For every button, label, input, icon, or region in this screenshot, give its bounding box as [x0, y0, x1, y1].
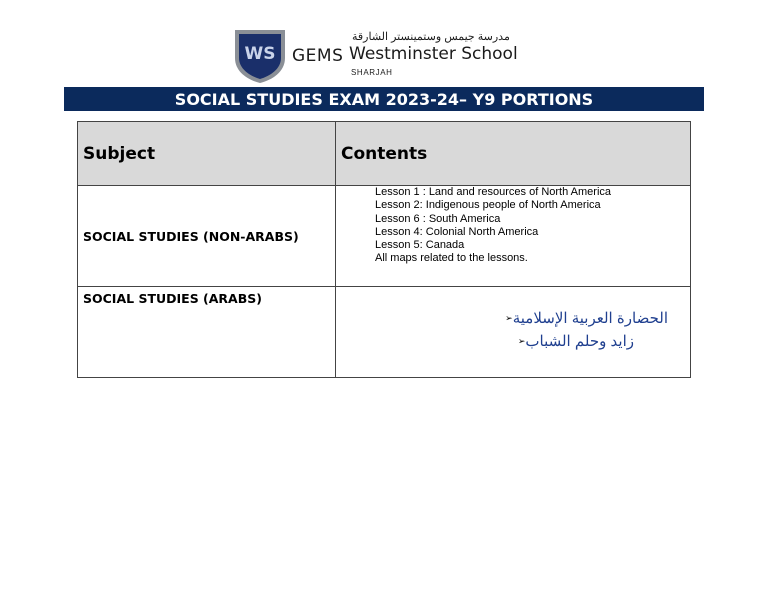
list-item: Lesson 4: Colonial North America: [375, 225, 539, 238]
school-city: SHARJAH: [351, 68, 393, 77]
brand-name: GEMS: [292, 46, 344, 66]
header-subject: Subject: [78, 122, 336, 186]
subject-cell: SOCIAL STUDIES (ARABS): [78, 287, 336, 378]
list-item: [336, 330, 690, 353]
school-name: Westminster School: [349, 44, 518, 64]
portions-table: [77, 121, 691, 378]
school-logo-shield-icon: [232, 28, 288, 84]
school-name-arabic: مدرسة جيمس وستمينستر الشارقة: [352, 31, 510, 43]
table-header-row: [78, 122, 691, 186]
list-item: [336, 307, 690, 330]
arrow-bullet-icon: ➢: [505, 313, 513, 323]
list-item: Lesson 6 : South America: [375, 212, 501, 225]
contents-cell: [336, 287, 691, 378]
lesson-list: [336, 186, 690, 266]
contents-cell: [336, 186, 691, 287]
list-item: All maps related to the lessons.: [375, 252, 528, 265]
topic-text: زايد وحلم الشباب: [525, 333, 634, 350]
subject-cell: SOCIAL STUDIES (NON-ARABS): [78, 186, 336, 287]
logo-initials: WS: [244, 44, 276, 64]
school-header: [232, 28, 552, 84]
list-item: Lesson 2: Indigenous people of North America: [375, 199, 601, 212]
arabic-topic-list: [336, 307, 690, 353]
list-item: Lesson 5: Canada: [375, 239, 465, 252]
exam-title-banner: [64, 87, 704, 111]
list-item: Lesson 1 : Land and resources of North America: [375, 186, 612, 198]
header-contents: Contents: [336, 122, 691, 186]
exam-title: SOCIAL STUDIES EXAM 2023-24– Y9 PORTIONS: [174, 89, 594, 109]
topic-text: الحضارة العربية الإسلامية: [512, 310, 668, 327]
table-row: [78, 287, 691, 378]
arrow-bullet-icon: ➢: [517, 336, 526, 346]
table-row: [78, 186, 691, 287]
